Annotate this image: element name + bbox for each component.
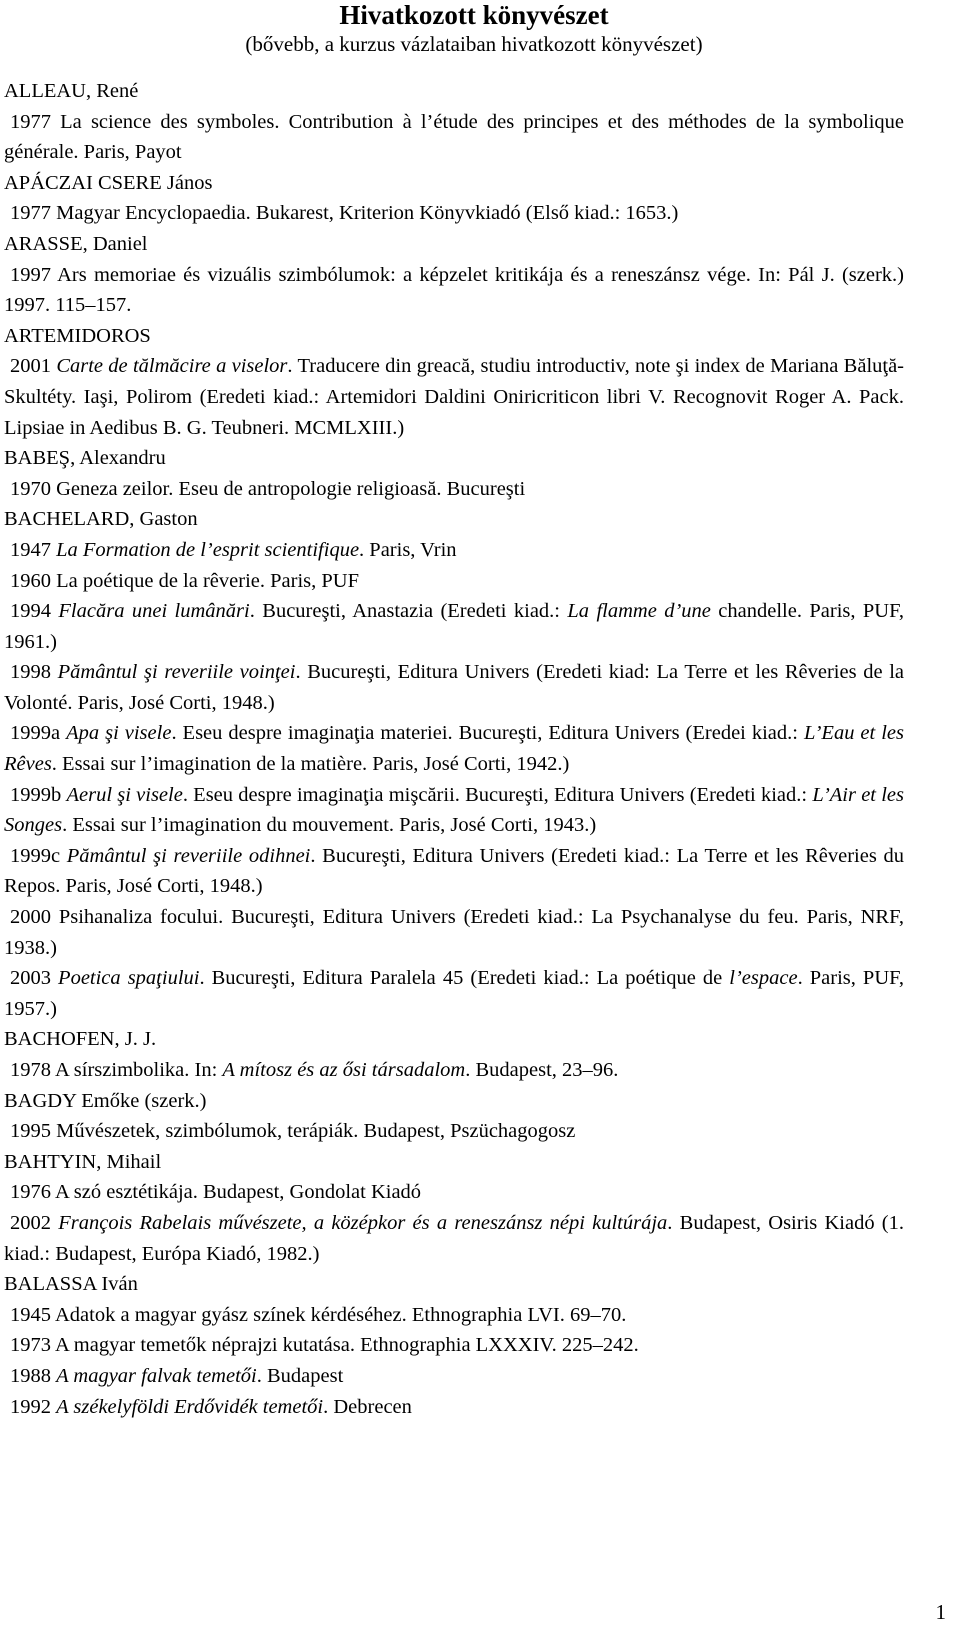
bibliography-entry [4, 902, 904, 963]
entry-text: . Paris, PUF, 1957.) [4, 967, 905, 1020]
entry-text: ARTEMIDOROS [4, 324, 151, 347]
bibliography-entry [4, 260, 904, 321]
entry-text: 2003 [10, 967, 59, 990]
italic-title: La flamme d’une [567, 600, 711, 623]
italic-title: Carte de tălmăcire a viselor [56, 355, 288, 378]
entry-text: 1947 [10, 538, 57, 561]
entry-text: 1973 A magyar temetők néprajzi kutatása. Ethnographia LXXXIV. 225–242. [10, 1334, 639, 1357]
bibliography-entry [4, 657, 904, 718]
entry-text: 1999a [10, 722, 67, 745]
title-block [4, 0, 904, 58]
bibliography-entry [4, 1300, 904, 1331]
bibliography-entry [4, 780, 904, 841]
entry-text: BALASSA Iván [4, 1273, 138, 1296]
italic-title: A magyar falvak temetői [56, 1364, 257, 1387]
bibliography-list [4, 76, 904, 1422]
entry-text: chandelle. Paris, PUF, 1961.) [4, 600, 904, 653]
italic-title: A székelyföldi Erdővidék temetői [56, 1395, 324, 1418]
entry-text: . Budapest [256, 1364, 344, 1387]
entry-text: 1992 [10, 1395, 57, 1418]
bibliography-entry [4, 1116, 904, 1147]
bibliography-entry [4, 718, 904, 779]
author-heading [4, 1024, 904, 1055]
entry-text: 1977 Magyar Encyclopaedia. Bukarest, Kriterion Könyvkiadó (Első kiad.: 1653.) [10, 202, 679, 225]
entry-text: . Budapest, Osiris Kiadó (1. kiad.: Budapest, Európa Kiadó, 1982.) [4, 1211, 904, 1265]
entry-text: ALLEAU, René [4, 80, 139, 102]
bibliography-entry [4, 1055, 904, 1086]
italic-title: Flacăra unei lumânări [58, 600, 250, 623]
bibliography-entry [4, 535, 904, 566]
entry-text: 2001 [10, 355, 57, 378]
italic-title: l’espace [729, 967, 798, 990]
italic-title: Pământul şi reveriile odihnei [66, 844, 311, 867]
bibliography-entry [4, 841, 904, 902]
entry-text: BACHELARD, Gaston [4, 508, 198, 531]
author-heading [4, 443, 904, 474]
entry-text: BAGDY Emőke (szerk.) [4, 1089, 207, 1112]
bibliography-entry [4, 351, 904, 443]
italic-title: Apa şi visele [66, 722, 172, 745]
author-heading [4, 229, 904, 260]
italic-title: François Rabelais művészete, a középkor és a reneszánsz népi kultúrája [58, 1211, 668, 1234]
entry-text: 1960 La poétique de la rêverie. Paris, PUF [10, 569, 359, 592]
entry-text: 1970 Geneza zeilor. Eseu de antropologie religioasă. Bucureşti [10, 477, 526, 500]
entry-text: . Bucureşti, Editura Univers (Eredeti kiad.: La Terre et les Rêveries du Repos. Paris, José Corti, 1948.) [4, 844, 904, 898]
bibliography-entry [4, 1361, 904, 1392]
bibliography-entry [4, 474, 904, 505]
bibliography-entry [4, 1392, 904, 1423]
bibliography-entry [4, 1208, 904, 1269]
bibliography-entry [4, 596, 904, 657]
page-title: Hivatkozott könyvészet [339, 0, 609, 30]
entry-text: 1976 A szó esztétikája. Budapest, Gondolat Kiadó [10, 1181, 422, 1204]
bibliography-entry [4, 566, 904, 597]
entry-text: 1995 Művészetek, szimbólumok, terápiák. Budapest, Pszüchagogosz [10, 1120, 576, 1143]
entry-text: ARASSE, Daniel [4, 232, 148, 255]
entry-text: 1998 [10, 661, 58, 684]
bibliography-entry [4, 107, 904, 168]
entry-text: 1978 A sírszimbolika. In: [10, 1059, 223, 1081]
entry-text: . Budapest, 23–96. [465, 1059, 619, 1081]
entry-text: BABEŞ, Alexandru [4, 447, 166, 470]
italic-title: La Formation de l’esprit scientifique [56, 538, 360, 561]
entry-text: . Eseu despre imaginaţia materiei. Bucureşti, Editura Univers (Eredei kiad.: [171, 722, 804, 745]
entry-text: . Traducere din greacă, studiu introductiv, note şi index de Mariana Băluţă-Skultéty. Iaşi, Polirom (Eredeti kiad.: Artemidori Daldini Oniricriticon libri V. Recognovit Roger A. Pack. Lipsiae in Aedibus B. G. Teubneri. MCMLXIII.) [4, 355, 905, 439]
document-page [4, 0, 904, 1422]
italic-title: L’Air et les Songes [4, 783, 904, 837]
entry-text: . Debrecen [323, 1395, 412, 1418]
bibliography-entry [4, 963, 904, 1024]
entry-text: 1977 La science des symboles. Contribution à l’étude des principes et des méthodes de la symbolique générale. Paris, Payot [4, 110, 904, 164]
author-heading [4, 168, 904, 199]
author-heading [4, 76, 904, 107]
author-heading [4, 1269, 904, 1300]
italic-title: A mítosz és az ősi társadalom [222, 1059, 466, 1081]
author-heading [4, 1086, 904, 1117]
entry-text: 1999b [10, 783, 67, 806]
bibliography-entry [4, 198, 904, 229]
entry-text: . Paris, Vrin [359, 538, 457, 561]
entry-text: 1988 [10, 1364, 57, 1387]
entry-text: APÁCZAI CSERE János [4, 171, 213, 194]
entry-text: 1945 Adatok a magyar gyász színek kérdéséhez. Ethnographia LVI. 69–70. [10, 1303, 627, 1326]
entry-text: . Bucureşti, Editura Univers (Eredeti kiad: La Terre et les Rêveries de la Volonté. Paris, José Corti, 1948.) [4, 661, 904, 714]
entry-text: . Bucureşti, Editura Paralela 45 (Eredeti kiad.: La poétique de [199, 967, 730, 990]
entry-text: . Essai sur l’imagination de la matière. Paris, José Corti, 1942.) [51, 753, 570, 776]
entry-text: 1994 [10, 600, 59, 623]
italic-title: Aerul şi visele [66, 783, 183, 806]
entry-text: . Essai sur l’imagination du mouvement. Paris, José Corti, 1943.) [62, 814, 597, 837]
italic-title: L’Eau et les Rêves [4, 722, 904, 776]
author-heading [4, 504, 904, 535]
entry-text: 2002 [10, 1211, 59, 1234]
italic-title: Pământul şi reveriile voinţei [57, 661, 296, 684]
entry-text: 2000 Psihanaliza focului. Bucureşti, Editura Univers (Eredeti kiad.: La Psychanalyse du feu. Paris, NRF, 1938.) [4, 906, 904, 959]
entry-text: BACHOFEN, J. J. [4, 1028, 157, 1051]
entry-text: . Bucureşti, Anastazia (Eredeti kiad.: [249, 600, 568, 623]
entry-text: 1999c [10, 844, 67, 867]
bibliography-entry [4, 1177, 904, 1208]
italic-title: Poetica spaţiului [58, 967, 200, 990]
page-number: 1 [935, 1600, 946, 1624]
author-heading [4, 1147, 904, 1178]
bibliography-entry [4, 1330, 904, 1361]
page-subtitle: (bővebb, a kurzus vázlataiban hivatkozott könyvészet) [245, 32, 703, 56]
author-heading [4, 321, 904, 352]
entry-text: BAHTYIN, Mihail [4, 1150, 162, 1173]
entry-text: . Eseu despre imaginaţia mişcării. Bucureşti, Editura Univers (Eredeti kiad.: [182, 783, 813, 806]
entry-text: 1997 Ars memoriae és vizuális szimbólumok: a képzelet kritikája és a reneszánsz vége. In: Pál J. (szerk.) 1997. 115–157. [4, 263, 904, 317]
